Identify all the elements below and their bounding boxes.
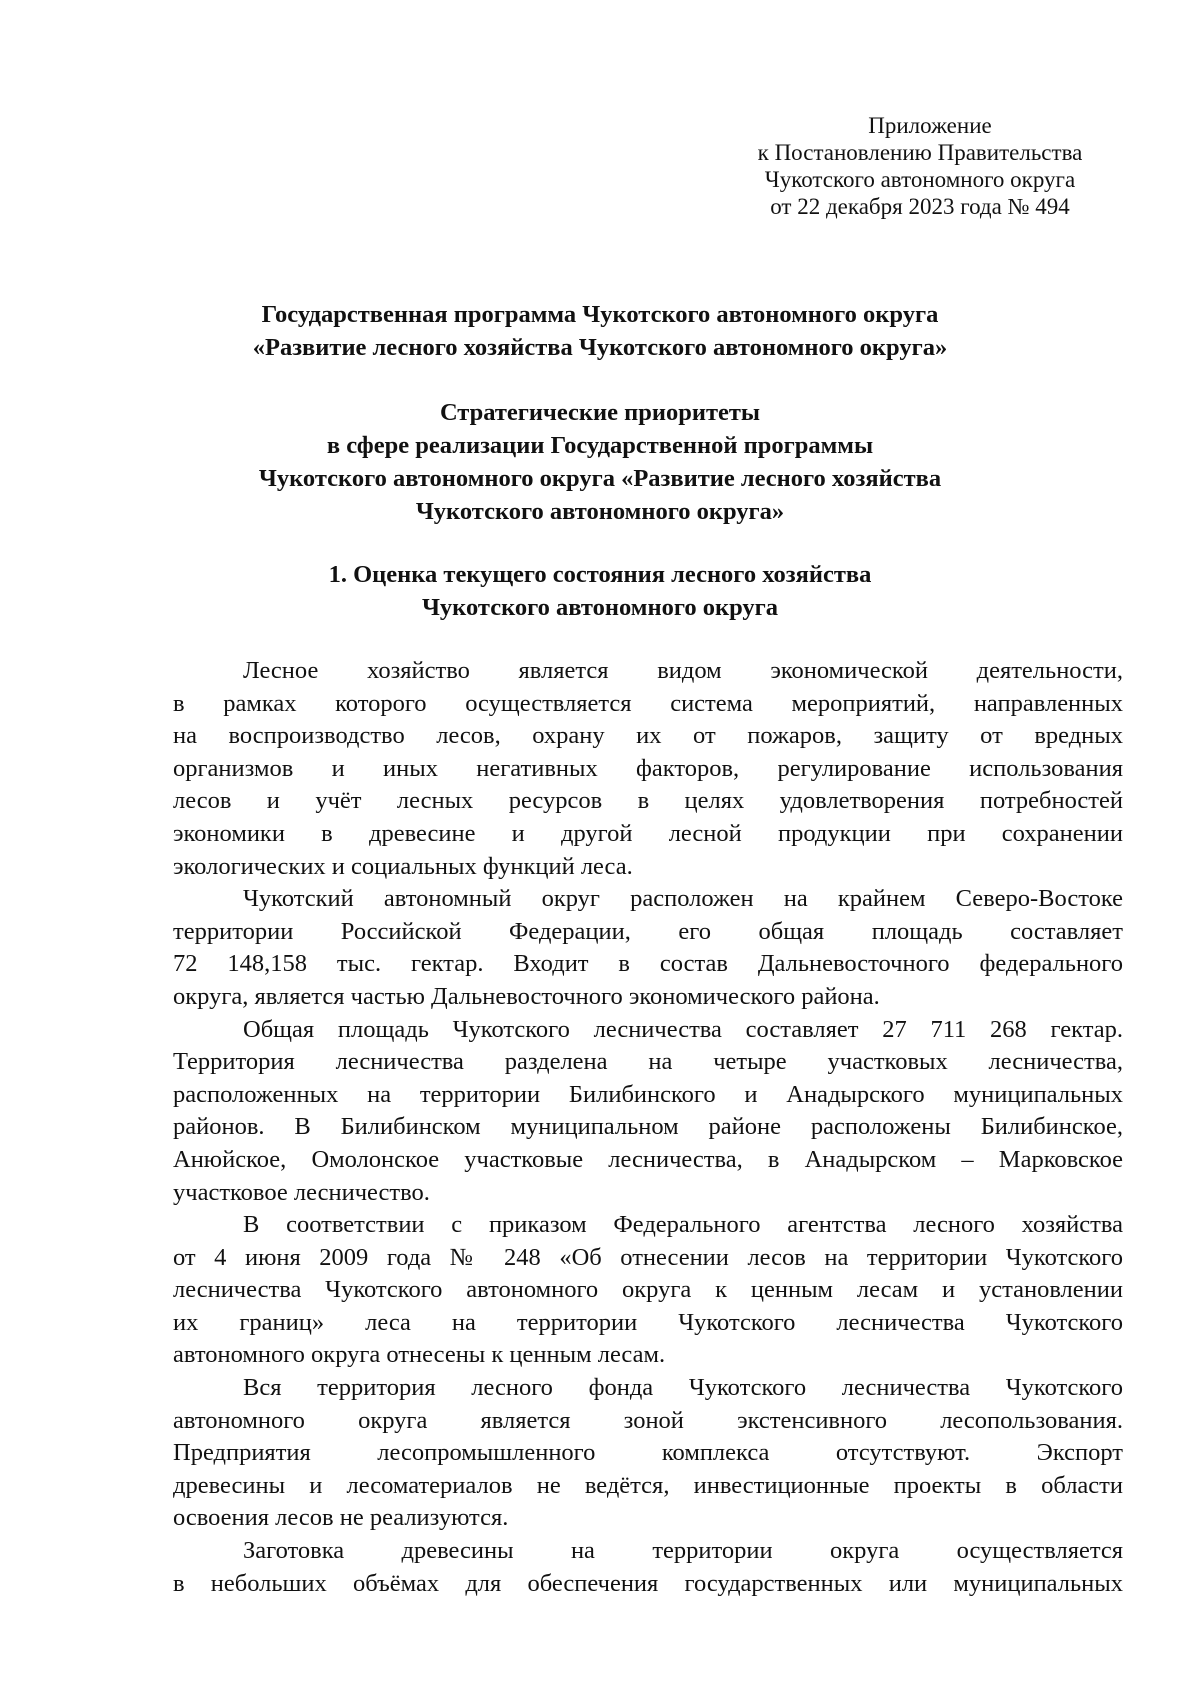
section-heading (0, 558, 1200, 624)
paragraph-line: Лесное хозяйство является видом экономической деятельности, (243, 657, 1123, 684)
paragraph-line: Общая площадь Чукотского лесничества составляет 27 711 268 гектар. (243, 1015, 1123, 1043)
appendix-reference: к Постановлению Правительства (757, 140, 1083, 165)
paragraph-line: Предприятия лесопромышленного комплекса отсутствуют. Экспорт (173, 1439, 1123, 1467)
section-heading-line: Чукотского автономного округа (421, 594, 779, 621)
paragraph-line: В соответствии с приказом Федерального агентства лесного хозяйства (243, 1211, 1123, 1239)
program-title (0, 298, 1200, 364)
program-title-line: Государственная программа Чукотского автономного округа (261, 301, 939, 328)
paragraph (173, 1014, 1123, 1210)
priorities-title-line: Чукотского автономного округа «Развитие лесного хозяйства (258, 465, 942, 492)
paragraph-line: участковое лесничество. (173, 1178, 430, 1206)
paragraph-line: 72 148,158 тыс. гектар. Входит в состав Дальневосточного федерального (173, 950, 1123, 978)
paragraph-line: Заготовка древесины на территории округа осуществляется (243, 1537, 1123, 1565)
paragraph-line: древесины и лесоматериалов не ведётся, инвестиционные проекты в области (173, 1471, 1123, 1499)
paragraph-line: экологических и социальных функций леса. (173, 852, 633, 880)
paragraph-line: лесничества Чукотского автономного округа к ценным лесам и установлении (173, 1276, 1123, 1304)
priorities-title-line: в сфере реализации Государственной программы (326, 432, 874, 459)
paragraph-line: экономики в древесине и другой лесной продукции при сохранении (173, 819, 1123, 847)
paragraph-line: на воспроизводство лесов, охрану их от пожаров, защиту от вредных (173, 722, 1123, 750)
paragraph-line: в рамках которого осуществляется система мероприятий, направленных (173, 689, 1123, 717)
paragraph-line: Чукотский автономный округ расположен на крайнем Северо-Востоке (243, 885, 1123, 913)
paragraph-line: районов. В Билибинском муниципальном районе расположены Билибинское, (173, 1113, 1123, 1141)
paragraph (173, 883, 1123, 1013)
paragraph-line: расположенных на территории Билибинского и Анадырского муниципальных (173, 1080, 1123, 1108)
paragraph-line: Вся территория лесного фонда Чукотского лесничества Чукотского (243, 1374, 1123, 1402)
paragraph-line: Территория лесничества разделена на четыре участковых лесничества, (173, 1048, 1123, 1076)
appendix-label: Приложение (868, 113, 992, 138)
paragraph-line: от 4 июня 2009 года № 248 «Об отнесении лесов на территории Чукотского (173, 1243, 1123, 1271)
body-text (173, 655, 1123, 1600)
paragraph-line: территории Российской Федерации, его общая площадь составляет (173, 917, 1123, 945)
paragraph-line: округа, является частью Дальневосточного экономического района. (173, 982, 880, 1010)
priorities-title-line: Чукотского автономного округа» (415, 498, 785, 525)
paragraph-line: автономного округа отнесены к ценным лесам. (173, 1341, 666, 1369)
paragraph (173, 655, 1123, 883)
priorities-title-line: Стратегические приоритеты (439, 399, 761, 426)
appendix-block (720, 112, 1120, 220)
paragraph-line: Анюйское, Омолонское участковые лесничества, в Анадырском – Марковское (173, 1145, 1123, 1173)
paragraph-line: в небольших объёмах для обеспечения государственных или муниципальных (173, 1569, 1123, 1597)
appendix-date-number: от 22 декабря 2023 года № 494 (770, 194, 1070, 219)
program-title-line: «Развитие лесного хозяйства Чукотского автономного округа» (252, 334, 948, 361)
paragraph-line: освоения лесов не реализуются. (173, 1504, 509, 1532)
appendix-authority: Чукотского автономного округа (764, 167, 1076, 192)
paragraph (173, 1372, 1123, 1535)
paragraph-line: автономного округа является зоной экстенсивного лесопользования. (173, 1406, 1123, 1434)
section-heading-line: 1. Оценка текущего состояния лесного хозяйства (328, 561, 872, 588)
paragraph (173, 1209, 1123, 1372)
paragraph-line: их границ» леса на территории Чукотского лесничества Чукотского (173, 1308, 1123, 1336)
paragraph (173, 1535, 1123, 1600)
paragraph-line: организмов и иных негативных факторов, регулирование использования (173, 754, 1123, 782)
paragraph-line: лесов и учёт лесных ресурсов в целях удовлетворения потребностей (173, 787, 1123, 815)
priorities-title (0, 396, 1200, 528)
